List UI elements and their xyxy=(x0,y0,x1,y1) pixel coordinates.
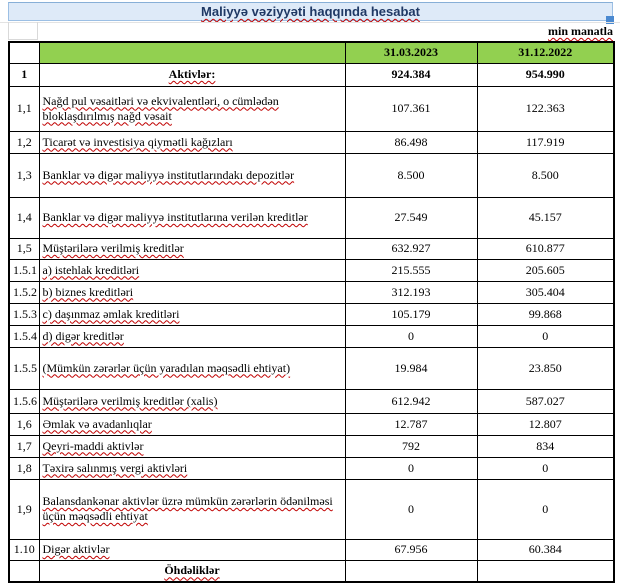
row-number-cell[interactable]: 1,4 xyxy=(9,197,39,238)
table-row-partial xyxy=(9,560,614,582)
table-header-row xyxy=(9,42,614,63)
row-number-cell[interactable]: 1,2 xyxy=(9,131,39,153)
table-row xyxy=(9,197,614,238)
value-2023-cell[interactable]: 215.555 xyxy=(345,259,477,281)
value-2023-cell[interactable]: 924.384 xyxy=(345,63,477,86)
table-row xyxy=(9,238,614,259)
row-label-cell-text: Ticarət və investisiya qiymətli kağızları xyxy=(42,134,233,149)
row-label-cell-text: Qeyri-maddi aktivlər xyxy=(42,438,144,453)
header-col-2022[interactable]: 31.12.2022 xyxy=(477,42,614,63)
row-label-cell-text: Əmlak və avadanlıqlar xyxy=(42,416,152,431)
unit-note: min manatla xyxy=(547,24,613,38)
value-2023-cell[interactable]: 612.942 xyxy=(345,389,477,413)
row-label-cell-text: d) digər kreditlər xyxy=(42,328,124,343)
table-row xyxy=(9,539,614,560)
row-label-cell-text: (Mümkün zərərlər üçün yaradılan məqsədli ehtiyat) xyxy=(42,360,291,375)
value-2022-cell[interactable]: 305.404 xyxy=(477,281,614,303)
row-number-cell[interactable] xyxy=(9,560,39,582)
value-2023-cell[interactable]: 12.787 xyxy=(345,413,477,435)
value-2022-cell[interactable]: 205.605 xyxy=(477,259,614,281)
value-2022-cell[interactable]: 0 xyxy=(477,479,614,539)
table-row xyxy=(9,413,614,435)
row-label-cell[interactable] xyxy=(39,281,345,303)
value-2023-cell[interactable]: 105.179 xyxy=(345,303,477,325)
row-label-cell[interactable] xyxy=(39,197,345,238)
empty-spreadsheet-cell[interactable] xyxy=(8,22,38,40)
value-2022-cell[interactable]: 117.919 xyxy=(477,131,614,153)
table-row xyxy=(9,479,614,539)
value-2023-cell[interactable]: 19.984 xyxy=(345,347,477,389)
value-2022-cell[interactable]: 0 xyxy=(477,457,614,479)
header-col-2023[interactable]: 31.03.2023 xyxy=(345,42,477,63)
header-empty-cell[interactable] xyxy=(9,42,39,63)
value-2022-cell[interactable]: 587.027 xyxy=(477,389,614,413)
row-label-cell-text: Müştərilərə verilmiş kreditlər xyxy=(42,241,184,255)
table-row xyxy=(9,457,614,479)
row-label-cell-text: Nağd pul vəsaitləri və ekvivalentləri, o cümlədən bloklaşdırılmış nağd vəsait xyxy=(42,93,279,123)
gridline xyxy=(0,22,620,23)
row-number-cell[interactable]: 1,7 xyxy=(9,435,39,457)
value-2022-cell[interactable]: 23.850 xyxy=(477,347,614,389)
row-label-cell-text: Banklar və digər maliyyə institutlarına verilən kreditlər xyxy=(42,210,308,224)
row-label-cell[interactable] xyxy=(39,389,345,413)
row-number-cell[interactable]: 1.5.1 xyxy=(9,259,39,281)
row-number-cell[interactable]: 1,3 xyxy=(9,153,39,197)
value-2022-cell[interactable]: 122.363 xyxy=(477,86,614,131)
value-2023-cell[interactable]: 0 xyxy=(345,479,477,539)
row-number-cell[interactable]: 1.10 xyxy=(9,539,39,560)
value-2022-cell[interactable]: 45.157 xyxy=(477,197,614,238)
row-label-cell-text: Balansdankənar aktivlər üzrə mümkün zərərlərin ödənilməsi üçün məqsədli ehtiyat xyxy=(42,494,333,523)
value-2022-cell[interactable]: 12.807 xyxy=(477,413,614,435)
value-2023-cell[interactable]: 0 xyxy=(345,325,477,347)
value-2023-cell[interactable]: 312.193 xyxy=(345,281,477,303)
value-2022-cell[interactable] xyxy=(477,560,614,582)
value-2022-cell[interactable]: 954.990 xyxy=(477,63,614,86)
value-2022-cell[interactable]: 99.868 xyxy=(477,303,614,325)
row-number-cell[interactable]: 1,8 xyxy=(9,457,39,479)
value-2023-cell[interactable]: 632.927 xyxy=(345,238,477,259)
row-number-cell[interactable]: 1.5.6 xyxy=(9,389,39,413)
report-title: Maliyyə vəziyyəti haqqında hesabat xyxy=(201,4,420,19)
row-label-cell-text: b) biznes kreditləri xyxy=(42,284,134,299)
header-label-cell[interactable] xyxy=(39,42,345,63)
table-body xyxy=(9,42,614,582)
table-row xyxy=(9,389,614,413)
table-row xyxy=(9,303,614,325)
value-2023-cell[interactable]: 67.956 xyxy=(345,539,477,560)
row-label-cell[interactable] xyxy=(39,457,345,479)
row-label-cell[interactable] xyxy=(39,259,345,281)
value-2023-cell[interactable] xyxy=(345,560,477,582)
row-number-cell[interactable]: 1.5.4 xyxy=(9,325,39,347)
financial-position-table xyxy=(8,41,615,583)
row-number-cell[interactable]: 1,6 xyxy=(9,413,39,435)
value-2022-cell[interactable]: 0 xyxy=(477,325,614,347)
value-2022-cell[interactable]: 8.500 xyxy=(477,153,614,197)
row-label-cell-text: Digər aktivlər xyxy=(42,542,110,556)
row-label-cell-text: Təxirə salınmış vergi aktivləri xyxy=(42,460,188,475)
row-label-cell[interactable] xyxy=(39,413,345,435)
row-label-cell[interactable] xyxy=(39,560,345,582)
value-2023-cell[interactable]: 8.500 xyxy=(345,153,477,197)
row-label-cell[interactable] xyxy=(39,303,345,325)
table-row xyxy=(9,131,614,153)
row-label-cell-text: Öhdəliklər xyxy=(164,563,220,578)
table-row xyxy=(9,347,614,389)
row-label-cell[interactable] xyxy=(39,131,345,153)
row-label-cell[interactable] xyxy=(39,153,345,197)
row-label-cell[interactable] xyxy=(39,347,345,389)
value-2022-cell[interactable]: 60.384 xyxy=(477,539,614,560)
value-2023-cell[interactable]: 792 xyxy=(345,435,477,457)
row-label-cell-text: Aktivlər: xyxy=(168,67,216,81)
row-label-cell[interactable] xyxy=(39,479,345,539)
row-number-cell[interactable]: 1,9 xyxy=(9,479,39,539)
row-label-cell-text: Banklar və digər maliyyə institutlarındakı depozitlər xyxy=(42,167,295,182)
row-label-cell[interactable] xyxy=(39,435,345,457)
table-row xyxy=(9,325,614,347)
row-number-cell[interactable]: 1.5.5 xyxy=(9,347,39,389)
row-label-cell-text: Müştərilərə verilmiş kreditlər (xalis) xyxy=(42,393,218,408)
row-label-cell[interactable] xyxy=(39,325,345,347)
row-label-cell[interactable] xyxy=(39,63,345,86)
row-number-cell[interactable]: 1,1 xyxy=(9,86,39,131)
value-2023-cell[interactable]: 0 xyxy=(345,457,477,479)
table-row xyxy=(9,281,614,303)
value-2022-cell[interactable]: 610.877 xyxy=(477,238,614,259)
value-2023-cell[interactable]: 107.361 xyxy=(345,86,477,131)
value-2023-cell[interactable]: 86.498 xyxy=(345,131,477,153)
row-label-cell-text: c) daşınmaz əmlak kreditləri xyxy=(42,306,180,321)
row-label-cell[interactable] xyxy=(39,86,345,131)
row-label-cell[interactable] xyxy=(39,238,345,259)
row-number-cell[interactable]: 1.5.2 xyxy=(9,281,39,303)
report-title-box[interactable] xyxy=(8,2,613,21)
row-number-cell[interactable]: 1 xyxy=(9,63,39,86)
table-row xyxy=(9,259,614,281)
value-2022-cell[interactable]: 834 xyxy=(477,435,614,457)
table-row xyxy=(9,86,614,131)
row-label-cell[interactable] xyxy=(39,539,345,560)
value-2023-cell[interactable]: 27.549 xyxy=(345,197,477,238)
table-row xyxy=(9,63,614,86)
row-label-cell-text: a) istehlak kreditləri xyxy=(42,262,140,277)
table-row xyxy=(9,153,614,197)
row-number-cell[interactable]: 1.5.3 xyxy=(9,303,39,325)
table-row xyxy=(9,435,614,457)
row-number-cell[interactable]: 1,5 xyxy=(9,238,39,259)
unit-note-wrap xyxy=(548,24,613,39)
